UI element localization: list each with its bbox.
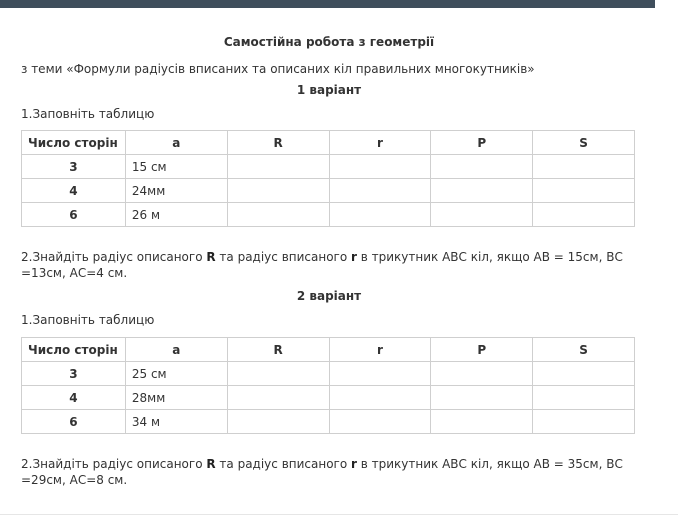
cell-a: 25 см [125, 362, 227, 386]
table-row [22, 386, 635, 410]
header-sides: Число сторін [22, 338, 126, 362]
table-row [22, 203, 635, 227]
cell-sides: 3 [22, 362, 126, 386]
cell-sides: 6 [22, 203, 126, 227]
cell-a: 28мм [125, 386, 227, 410]
header-sides: Число сторін [22, 131, 126, 155]
cell-sides: 4 [22, 179, 126, 203]
task2-r: r [351, 250, 357, 264]
variant-2-table [21, 337, 635, 434]
cell-S[interactable] [533, 386, 635, 410]
cell-S[interactable] [533, 362, 635, 386]
task2-text: та радіус вписаного [215, 457, 352, 471]
table-row [22, 179, 635, 203]
table-row [22, 155, 635, 179]
cell-P[interactable] [431, 410, 533, 434]
header-S: S [533, 338, 635, 362]
task2-text: в трикутник АВС кіл, якщо АВ = 35см, ВС =29см, АС=8 см. [21, 457, 623, 487]
header-a: a [125, 131, 227, 155]
task2-text: в трикутник АВС кіл, якщо АВ = 15см, ВС =13см, АС=4 см. [21, 250, 623, 280]
task2-R: R [206, 250, 216, 264]
task2-text: та радіус вписаного [215, 250, 352, 264]
cell-P[interactable] [431, 155, 533, 179]
document-title: Самостійна робота з геометрії [223, 35, 435, 49]
cell-r[interactable] [329, 362, 431, 386]
cell-R[interactable] [227, 203, 329, 227]
header-P: P [431, 131, 533, 155]
cell-S[interactable] [533, 203, 635, 227]
cell-r[interactable] [329, 203, 431, 227]
variant-1-heading: 1 варіант [296, 83, 362, 97]
cell-P[interactable] [431, 362, 533, 386]
cell-r[interactable] [329, 386, 431, 410]
table-header-row [22, 338, 635, 362]
table-header-row [22, 131, 635, 155]
table-row [22, 410, 635, 434]
task2-text: 2.Знайдіть радіус описаного [21, 250, 207, 264]
header-a: a [125, 338, 227, 362]
cell-a: 15 см [125, 155, 227, 179]
header-R: R [227, 131, 329, 155]
header-r: r [329, 131, 431, 155]
cell-P[interactable] [431, 179, 533, 203]
header-P: P [431, 338, 533, 362]
cell-R[interactable] [227, 179, 329, 203]
variant-1-task2 [21, 249, 637, 281]
header-S: S [533, 131, 635, 155]
header-r: r [329, 338, 431, 362]
cell-S[interactable] [533, 155, 635, 179]
cell-sides: 3 [22, 155, 126, 179]
cell-a: 26 м [125, 203, 227, 227]
cell-R[interactable] [227, 386, 329, 410]
cell-r[interactable] [329, 155, 431, 179]
cell-a: 24мм [125, 179, 227, 203]
header-R: R [227, 338, 329, 362]
cell-R[interactable] [227, 362, 329, 386]
task2-text: 2.Знайдіть радіус описаного [21, 457, 207, 471]
top-bar [0, 0, 655, 8]
variant-1-table [21, 130, 635, 227]
bottom-divider [0, 514, 678, 515]
cell-P[interactable] [431, 203, 533, 227]
cell-P[interactable] [431, 386, 533, 410]
cell-a: 34 м [125, 410, 227, 434]
variant-2-heading: 2 варіант [296, 289, 362, 303]
cell-sides: 6 [22, 410, 126, 434]
table-row [22, 362, 635, 386]
variant-2-task1: 1.Заповніть таблицю [21, 313, 155, 327]
cell-S[interactable] [533, 410, 635, 434]
variant-2-task2 [21, 456, 637, 488]
task2-R: R [206, 457, 216, 471]
cell-R[interactable] [227, 410, 329, 434]
task2-r: r [351, 457, 357, 471]
document-subtitle: з теми «Формули радіусів вписаних та описаних кіл правильних многокутників» [21, 62, 535, 76]
cell-S[interactable] [533, 179, 635, 203]
variant-1-task1: 1.Заповніть таблицю [21, 107, 155, 121]
cell-R[interactable] [227, 155, 329, 179]
cell-r[interactable] [329, 410, 431, 434]
cell-sides: 4 [22, 386, 126, 410]
cell-r[interactable] [329, 179, 431, 203]
